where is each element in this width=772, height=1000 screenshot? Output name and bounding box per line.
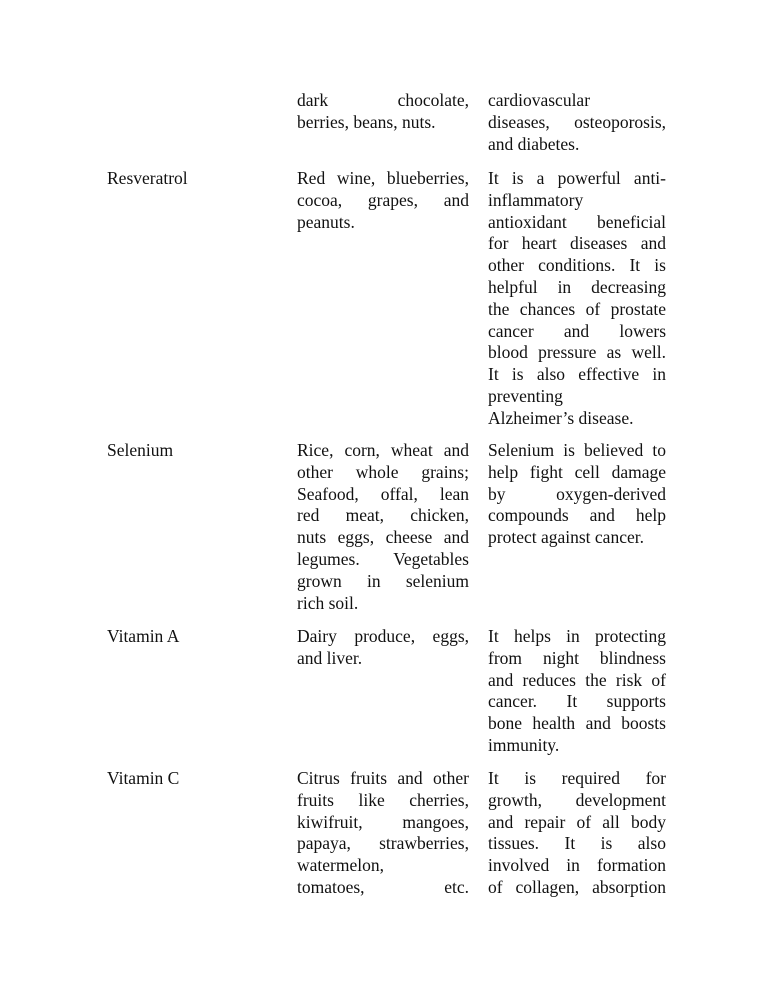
text-line (488, 670, 666, 692)
word: dark (297, 90, 329, 110)
word: and (443, 440, 469, 460)
word: beneficial (597, 211, 666, 232)
word: and (488, 669, 514, 690)
text-line (488, 648, 666, 670)
word: a (536, 168, 545, 188)
word: effective (578, 364, 640, 385)
word: supports (606, 691, 666, 712)
word: absorption (592, 876, 666, 897)
text-line (488, 462, 666, 484)
text-line (488, 790, 666, 812)
word: diseases (570, 233, 628, 254)
word: in (557, 276, 572, 297)
word: involved (488, 855, 550, 876)
word: other (433, 768, 469, 788)
text-line (488, 833, 666, 855)
word: Citrus (297, 768, 340, 788)
text-line (488, 299, 666, 321)
word: fruits (350, 768, 388, 788)
text-line (488, 342, 666, 364)
word: diseases, (488, 111, 550, 132)
text-line: protect against cancer. (488, 527, 644, 548)
word: cocoa, (297, 189, 343, 210)
text-line (297, 462, 469, 484)
word: also (536, 364, 566, 385)
text-line: and diabetes. (488, 133, 580, 154)
word: is (524, 768, 537, 788)
text-line (488, 364, 666, 386)
word: to (652, 440, 666, 460)
word: antioxidant (488, 211, 567, 232)
word: prostate (610, 298, 666, 319)
word: cell (574, 461, 600, 482)
health-benefits-cell (488, 440, 666, 549)
word: from (488, 647, 523, 668)
word: all (602, 811, 620, 832)
text-line (297, 90, 469, 112)
text-line (297, 877, 469, 899)
word: blindness (599, 647, 666, 668)
word: mangoes, (402, 811, 469, 832)
text-line: and liver. (297, 647, 363, 668)
text-line (488, 768, 666, 790)
word: like (358, 789, 385, 810)
text-line (488, 277, 666, 299)
word: and (563, 320, 590, 341)
word: required (561, 768, 620, 788)
word: other (297, 461, 333, 482)
text-line (488, 321, 666, 343)
word: well. (631, 342, 666, 363)
text-line: rich soil. (297, 592, 359, 613)
word: health (532, 713, 576, 734)
word: collagen, (515, 876, 580, 897)
word: risk (615, 669, 643, 690)
word: osteoporosis, (574, 111, 666, 132)
word: papaya, (297, 833, 351, 854)
nutrient-name-cell: Selenium (107, 440, 174, 460)
word: lean (439, 483, 469, 504)
word: chocolate, (397, 90, 469, 110)
word: of (576, 811, 592, 832)
nutrient-name-cell: Vitamin A (107, 626, 180, 646)
text-line (297, 440, 469, 462)
word: It (629, 255, 641, 276)
word: reduces (522, 669, 576, 690)
health-benefits-cell (488, 90, 666, 155)
text-line (488, 877, 666, 899)
word: is (600, 833, 613, 854)
word: selenium (405, 570, 469, 591)
text-line (297, 527, 469, 549)
word: eggs, (432, 626, 469, 646)
text-line (488, 855, 666, 877)
word: also (637, 833, 666, 854)
text-line (488, 505, 666, 527)
word: decreasing (591, 276, 666, 297)
word: fight (529, 461, 563, 482)
nutrient-name-cell: Vitamin C (107, 768, 180, 788)
word: is (654, 255, 666, 276)
word: in (566, 626, 580, 646)
word: chances (519, 298, 576, 319)
word: of (651, 669, 666, 690)
word: corn, (344, 440, 380, 460)
word: kiwifruit, (297, 811, 363, 832)
text-line (297, 626, 469, 648)
word: for (645, 768, 666, 788)
word: tomatoes, (297, 876, 365, 897)
word: bone (488, 713, 523, 734)
word: night (542, 647, 579, 668)
word: Vegetables (393, 548, 469, 569)
word: is (563, 440, 575, 460)
word: and (397, 768, 423, 788)
word: formation (596, 855, 666, 876)
word: powerful (557, 168, 621, 188)
word: protecting (595, 626, 666, 646)
word: and (589, 505, 615, 526)
food-sources-cell (297, 168, 469, 233)
word: whole (355, 461, 399, 482)
word: pressure (538, 342, 597, 363)
text-line (488, 812, 666, 834)
word: oxygen-derived (556, 483, 666, 504)
text-line (297, 571, 469, 593)
word: lowers (619, 320, 666, 341)
text-line (488, 212, 666, 234)
word: and (585, 713, 611, 734)
word: Rice, (297, 440, 334, 460)
word: in (566, 855, 580, 876)
word: cherries, (409, 789, 469, 810)
word: strawberries, (379, 833, 469, 854)
word: by (488, 483, 506, 504)
word: produce, (354, 626, 416, 646)
text-line (297, 833, 469, 855)
word: other (488, 255, 524, 276)
word: wheat (390, 440, 433, 460)
text-line (297, 484, 469, 506)
word: cheese (385, 527, 433, 548)
word: helpful (488, 276, 538, 297)
word: wine, (336, 168, 376, 188)
word: believed (583, 440, 644, 460)
text-line (488, 626, 666, 648)
text-line (488, 484, 666, 506)
text-line (488, 168, 666, 190)
word: It (564, 833, 576, 854)
food-sources-cell (297, 90, 469, 134)
word: nuts (297, 527, 327, 548)
word: cancer. (488, 691, 538, 712)
word: anti- (633, 168, 666, 188)
word: grown (297, 570, 342, 591)
word: repair (524, 811, 566, 832)
word: of (585, 298, 601, 319)
word: eggs, (337, 527, 375, 548)
food-sources-cell (297, 768, 469, 899)
food-sources-cell (297, 626, 469, 670)
word: Seafood, (297, 483, 359, 504)
word: blood (488, 342, 528, 363)
word: help (635, 505, 666, 526)
word: of (488, 876, 503, 897)
nutrient-name-cell: Resveratrol (107, 168, 188, 188)
text-line (297, 190, 469, 212)
word: is (511, 364, 524, 385)
word: and (640, 233, 666, 254)
text-line: inflammatory (488, 189, 584, 210)
word: growth, (488, 789, 542, 810)
food-sources-cell (297, 440, 469, 614)
word: tissues. (488, 833, 540, 854)
word: It (566, 691, 578, 712)
text-line: peanuts. (297, 211, 355, 232)
text-line: watermelon, (297, 855, 384, 876)
word: in (652, 364, 666, 385)
word: the (585, 669, 607, 690)
word: boosts (621, 713, 666, 734)
text-line (488, 233, 666, 255)
health-benefits-cell (488, 768, 666, 899)
word: in (366, 570, 381, 591)
text-line (297, 768, 469, 790)
word: Red (297, 168, 326, 188)
word: conditions. (538, 255, 616, 276)
word: the (488, 298, 510, 319)
text-line (297, 790, 469, 812)
text-line: Alzheimer’s disease. (488, 407, 634, 428)
word: Dairy (297, 626, 337, 646)
word: development (575, 789, 666, 810)
text-line (297, 549, 469, 571)
word: blueberries, (386, 168, 469, 188)
word: heart (521, 233, 557, 254)
text-line (488, 713, 666, 735)
word: helps (513, 626, 551, 646)
word: It (488, 364, 499, 385)
text-line (297, 168, 469, 190)
word: help (488, 461, 519, 482)
text-line (297, 812, 469, 834)
health-benefits-cell (488, 626, 666, 757)
word: as (606, 342, 622, 363)
word: etc. (444, 876, 469, 897)
text-line (488, 691, 666, 713)
word: meat, (345, 505, 384, 526)
word: for (488, 233, 509, 254)
word: offal, (380, 483, 418, 504)
word: and (443, 189, 469, 210)
text-line (488, 255, 666, 277)
text-line: preventing (488, 385, 563, 406)
word: fruits (297, 789, 334, 810)
word: It (488, 626, 499, 646)
word: grapes, (367, 189, 418, 210)
word: and (488, 811, 514, 832)
text-line (488, 440, 666, 462)
word: body (630, 811, 666, 832)
word: and (443, 527, 469, 548)
word: cancer (488, 320, 534, 341)
word: damage (611, 461, 666, 482)
word: compounds (488, 505, 569, 526)
word: legumes. (297, 548, 360, 569)
word: Selenium (488, 440, 555, 460)
word: chicken, (410, 505, 469, 526)
text-line: cardiovascular (488, 90, 591, 110)
text-line: immunity. (488, 734, 560, 755)
text-line (488, 112, 666, 134)
word: It (488, 168, 499, 188)
word: grains; (421, 461, 469, 482)
word: is (511, 168, 524, 188)
text-line: berries, beans, nuts. (297, 111, 436, 132)
health-benefits-cell (488, 168, 666, 430)
word: It (488, 768, 499, 788)
text-line (297, 505, 469, 527)
word: red (297, 505, 320, 526)
